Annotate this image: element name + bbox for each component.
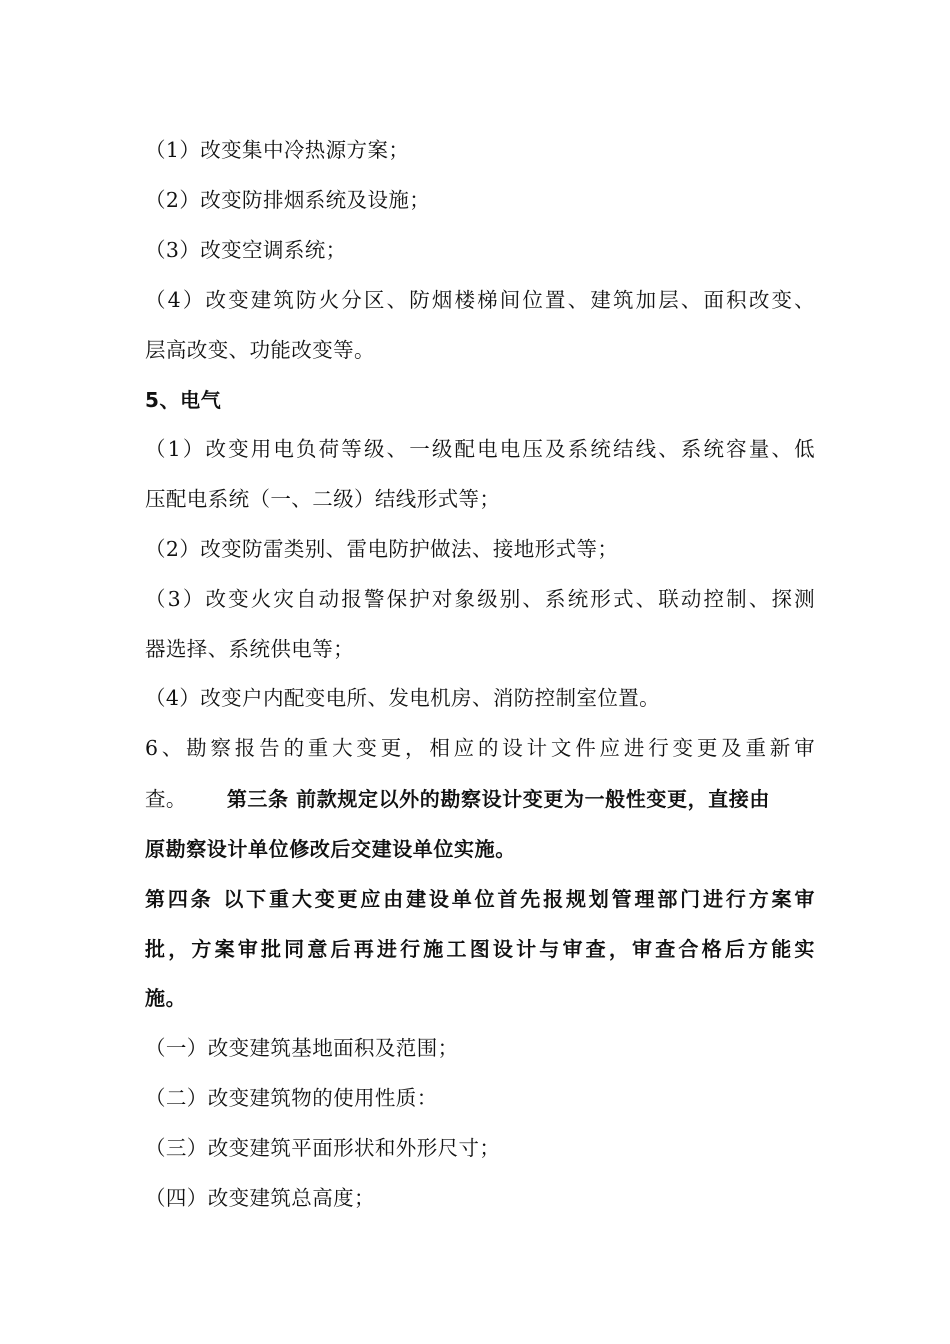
list-item: （二）改变建筑物的使用性质： <box>145 1086 438 1110</box>
text-line: （4）改变户内配变电所、发电机房、消防控制室位置。 <box>145 686 661 710</box>
article-text-line: 施。 <box>145 986 187 1010</box>
text-line: （2）改变防排烟系统及设施； <box>145 188 431 212</box>
text-line: 器选择、系统供电等； <box>145 637 354 661</box>
mixed-line <box>145 782 815 816</box>
text-line: （2）改变防雷类别、雷电防护做法、接地形式等； <box>145 537 619 561</box>
text-line: 6、勘察报告的重大变更，相应的设计文件应进行变更及重新审 <box>145 736 815 760</box>
article-four-heading: 第四条 以下重大变更应由建设单位首先报规划管理部门进行方案审 <box>145 887 815 911</box>
list-item: （一）改变建筑基地面积及范围； <box>145 1036 459 1060</box>
list-item: （三）改变建筑平面形状和外形尺寸； <box>145 1136 501 1160</box>
article-three-heading: 第三条 前款规定以外的勘察设计变更为一般性变更，直接由 <box>226 787 770 811</box>
text-line: （3）改变火灾自动报警保护对象级别、系统形式、联动控制、探测 <box>145 587 815 611</box>
article-text-line: 原勘察设计单位修改后交建设单位实施。 <box>145 837 516 861</box>
text-line: （1）改变用电负荷等级、一级配电电压及系统结线、系统容量、低 <box>145 437 815 461</box>
section-heading: 5、电气 <box>145 388 222 412</box>
text-line: （1）改变集中冷热源方案； <box>145 138 410 162</box>
text-line: （3）改变空调系统； <box>145 238 347 262</box>
text-line: 层高改变、功能改变等。 <box>145 338 375 362</box>
text-line: （4）改变建筑防火分区、防烟楼梯间位置、建筑加层、面积改变、 <box>145 288 815 312</box>
article-text-line: 批，方案审批同意后再进行施工图设计与审查，审查合格后方能实 <box>145 937 815 961</box>
text-line: 查。 <box>145 787 187 811</box>
list-item: （四）改变建筑总高度； <box>145 1186 375 1210</box>
text-line: 压配电系统（一、二级）结线形式等； <box>145 487 501 511</box>
